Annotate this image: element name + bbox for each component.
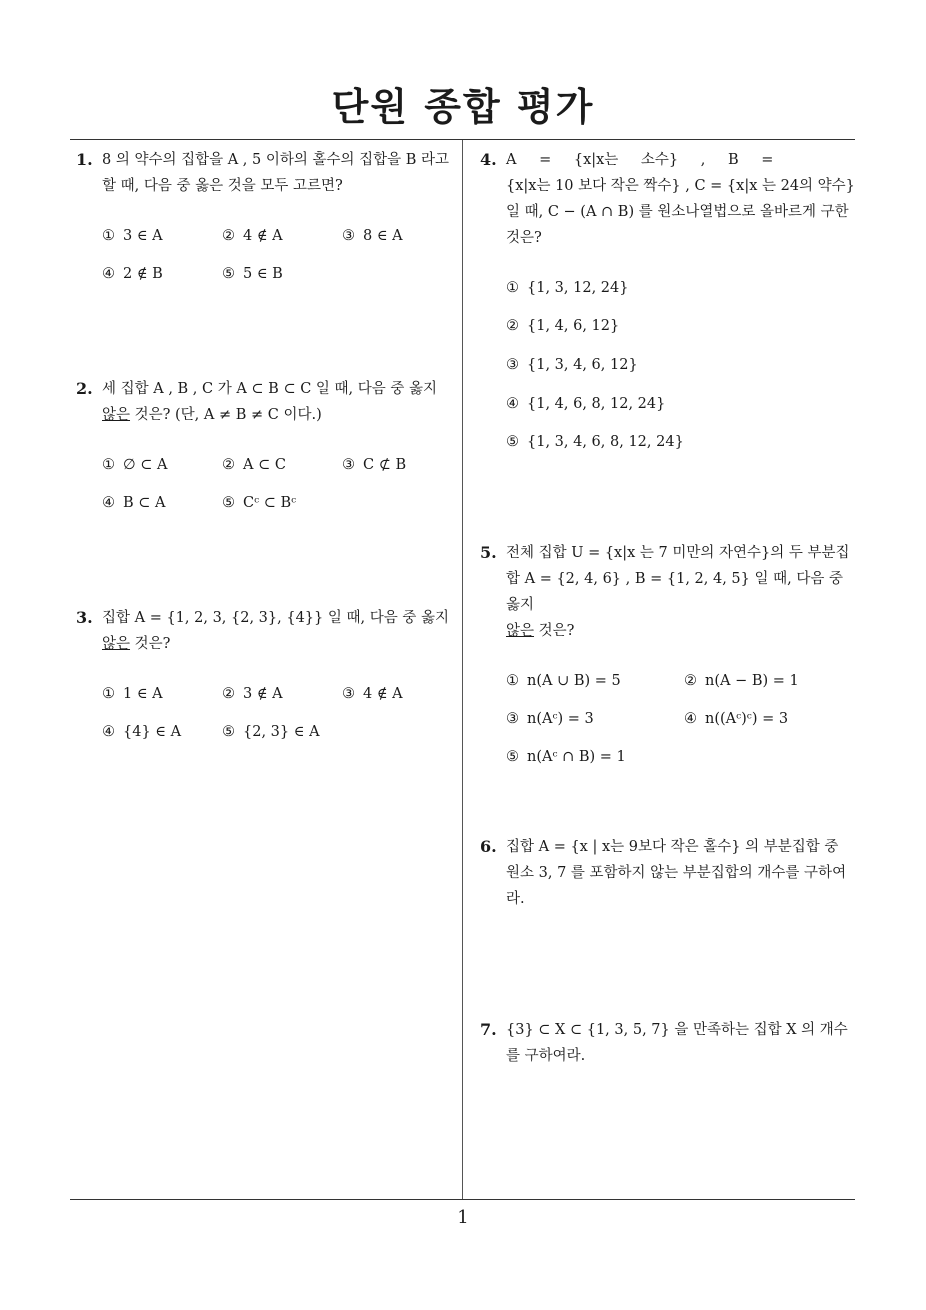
choice-mark: ⑤ <box>222 266 235 282</box>
stem-line: 할 때, 다음 중 옳은 것을 모두 고르면? <box>102 178 343 194</box>
choice-text: 8 ∈ A <box>363 228 403 244</box>
choice-mark: ④ <box>506 396 519 412</box>
problem-7 <box>480 1017 860 1069</box>
choice-1[interactable] <box>102 223 163 249</box>
choice-list <box>102 209 456 299</box>
choice-mark: ② <box>222 686 235 702</box>
choice-4[interactable] <box>102 719 181 745</box>
choice-text: 3 ∉ A <box>243 686 283 702</box>
stem-line: 집합 A = {x | x는 9보다 작은 홀수} 의 부분집합 중 <box>506 839 839 855</box>
stem-line: 원소 3, 7 를 포함하지 않는 부분집합의 개수를 구하여 <box>506 865 847 881</box>
choice-text: Cᶜ ⊂ Bᶜ <box>243 495 297 511</box>
underlined-word: 않은 <box>102 407 131 423</box>
choice-text: B ⊂ A <box>123 495 166 511</box>
choice-3[interactable] <box>506 706 594 732</box>
choice-3[interactable] <box>342 223 403 249</box>
choice-4[interactable] <box>102 261 163 287</box>
choice-4[interactable] <box>684 706 788 732</box>
problem-stem <box>506 834 860 912</box>
choice-text: 5 ∈ B <box>243 266 283 282</box>
choice-2[interactable] <box>506 313 619 339</box>
choice-text: n(A ∪ B) = 5 <box>527 673 621 689</box>
problem-number: 6. <box>480 837 497 856</box>
choice-mark: ④ <box>684 711 697 727</box>
choice-text: A ⊂ C <box>243 457 286 473</box>
choice-text: n((Aᶜ)ᶜ) = 3 <box>705 711 789 727</box>
choice-text: {4} ∈ A <box>123 724 182 740</box>
stem-line: {3} ⊂ X ⊂ {1, 3, 5, 7} 을 만족하는 집합 X 의 개수 <box>506 1022 848 1038</box>
choice-text: n(A − B) = 1 <box>705 673 799 689</box>
underlined-word: 않은 <box>506 623 535 639</box>
choice-3[interactable] <box>506 352 638 378</box>
choice-1[interactable] <box>102 681 163 707</box>
problem-3 <box>76 605 456 757</box>
stem-line: 집합 A = {1, 2, 3, {2, 3}, {4}} 일 때, 다음 중 옳지 <box>102 610 449 626</box>
choice-mark: ① <box>506 280 519 296</box>
problem-number: 4. <box>480 150 497 169</box>
choice-1[interactable] <box>506 275 628 301</box>
choice-text: 2 ∉ B <box>123 266 163 282</box>
problem-stem <box>102 605 456 657</box>
choice-mark: ④ <box>102 495 115 511</box>
footer-divider <box>70 1199 855 1200</box>
choice-3[interactable] <box>342 681 403 707</box>
choice-text: n(Aᶜ ∩ B) = 1 <box>527 749 626 765</box>
choice-mark: ③ <box>506 711 519 727</box>
stem-line: 것은? <box>506 230 542 246</box>
stem-line: 를 구하여라. <box>506 1048 586 1064</box>
problem-number: 7. <box>480 1020 497 1039</box>
choice-1[interactable] <box>102 452 167 478</box>
problem-number: 5. <box>480 543 497 562</box>
choice-mark: ② <box>506 318 519 334</box>
choice-5[interactable] <box>506 744 626 770</box>
problem-1 <box>76 147 456 299</box>
stem-line: 8 의 약수의 집합을 A , 5 이하의 홀수의 집합을 B 라고 <box>102 152 450 168</box>
problem-stem <box>102 147 456 199</box>
choice-text: {1, 3, 4, 6, 8, 12, 24} <box>527 434 684 450</box>
stem-line: 합 A = {2, 4, 6} , B = {1, 2, 4, 5} 일 때, 다음 중 옳지 <box>506 571 843 613</box>
choice-text: C ⊄ B <box>363 457 407 473</box>
stem-line <box>102 631 456 657</box>
choice-text: {2, 3} ∈ A <box>243 724 320 740</box>
problem-2 <box>76 376 456 528</box>
choice-text: {1, 3, 4, 6, 12} <box>527 357 638 373</box>
choice-mark: ③ <box>342 228 355 244</box>
stem-line: 라. <box>506 891 525 907</box>
choice-text: 3 ∈ A <box>123 228 163 244</box>
choice-5[interactable] <box>222 261 283 287</box>
choice-mark: ③ <box>506 357 519 373</box>
choice-mark: ② <box>222 228 235 244</box>
choice-5[interactable] <box>222 490 296 516</box>
choice-list <box>102 667 456 757</box>
choice-mark: ① <box>102 686 115 702</box>
problem-6 <box>480 834 860 912</box>
choice-2[interactable] <box>684 668 799 694</box>
choice-mark: ③ <box>342 686 355 702</box>
choice-mark: ② <box>222 457 235 473</box>
choice-mark: ⑤ <box>506 434 519 450</box>
problem-stem <box>102 376 456 428</box>
choice-1[interactable] <box>506 668 621 694</box>
choice-mark: ③ <box>342 457 355 473</box>
problem-4 <box>480 147 860 461</box>
choice-text: 1 ∈ A <box>123 686 163 702</box>
page-title: 단원 종합 평가 <box>331 85 595 129</box>
column-divider <box>462 140 463 1200</box>
choice-2[interactable] <box>222 223 283 249</box>
choice-5[interactable] <box>506 429 684 455</box>
problem-number: 1. <box>76 150 93 169</box>
choice-5[interactable] <box>222 719 320 745</box>
choice-2[interactable] <box>222 452 286 478</box>
choice-text: {1, 4, 6, 8, 12, 24} <box>527 396 666 412</box>
problem-5 <box>480 540 860 784</box>
choice-mark: ⑤ <box>222 495 235 511</box>
choice-text: n(Aᶜ) = 3 <box>527 711 594 727</box>
problem-number: 2. <box>76 379 93 398</box>
choice-mark: ④ <box>102 266 115 282</box>
choice-list <box>506 654 860 784</box>
choice-text: 4 ∉ A <box>243 228 283 244</box>
choice-2[interactable] <box>222 681 283 707</box>
stem-line: 세 집합 A , B , C 가 A ⊂ B ⊂ C 일 때, 다음 중 옳지 <box>102 381 438 397</box>
choice-mark: ⑤ <box>222 724 235 740</box>
choice-text: {1, 4, 6, 12} <box>527 318 620 334</box>
stem-line: 전체 집합 U = {x|x 는 7 미만의 자연수}의 두 부분집 <box>506 545 850 561</box>
choice-mark: ② <box>684 673 697 689</box>
choice-mark: ① <box>102 457 115 473</box>
choice-3[interactable] <box>342 452 406 478</box>
problem-stem <box>506 540 860 644</box>
stem-line: A = {x|x는 소수} , B = <box>506 152 774 168</box>
choice-list <box>506 261 860 461</box>
problem-number: 3. <box>76 608 93 627</box>
problem-stem <box>506 147 860 251</box>
choice-text: 4 ∉ A <box>363 686 403 702</box>
choice-mark: ④ <box>102 724 115 740</box>
stem-rest: 것은? <box>534 623 575 639</box>
underlined-word: 않은 <box>102 636 131 652</box>
choice-list <box>102 438 456 528</box>
choice-mark: ① <box>102 228 115 244</box>
stem-line: 일 때, C − (A ∩ B) 를 원소나열법으로 올바르게 구한 <box>506 204 849 220</box>
choice-mark: ① <box>506 673 519 689</box>
stem-rest: 것은? (단, A ≠ B ≠ C 이다.) <box>130 407 322 423</box>
choice-mark: ⑤ <box>506 749 519 765</box>
stem-line <box>102 402 456 428</box>
stem-line <box>506 618 860 644</box>
choice-4[interactable] <box>506 391 665 417</box>
stem-rest: 것은? <box>130 636 171 652</box>
choice-text: {1, 3, 12, 24} <box>527 280 629 296</box>
choice-text: ∅ ⊂ A <box>123 457 168 473</box>
stem-line: {x|x는 10 보다 작은 짝수} , C = {x|x 는 24의 약수} <box>506 178 855 194</box>
problem-stem <box>506 1017 860 1069</box>
choice-4[interactable] <box>102 490 166 516</box>
page-number: 1 <box>457 1207 469 1228</box>
